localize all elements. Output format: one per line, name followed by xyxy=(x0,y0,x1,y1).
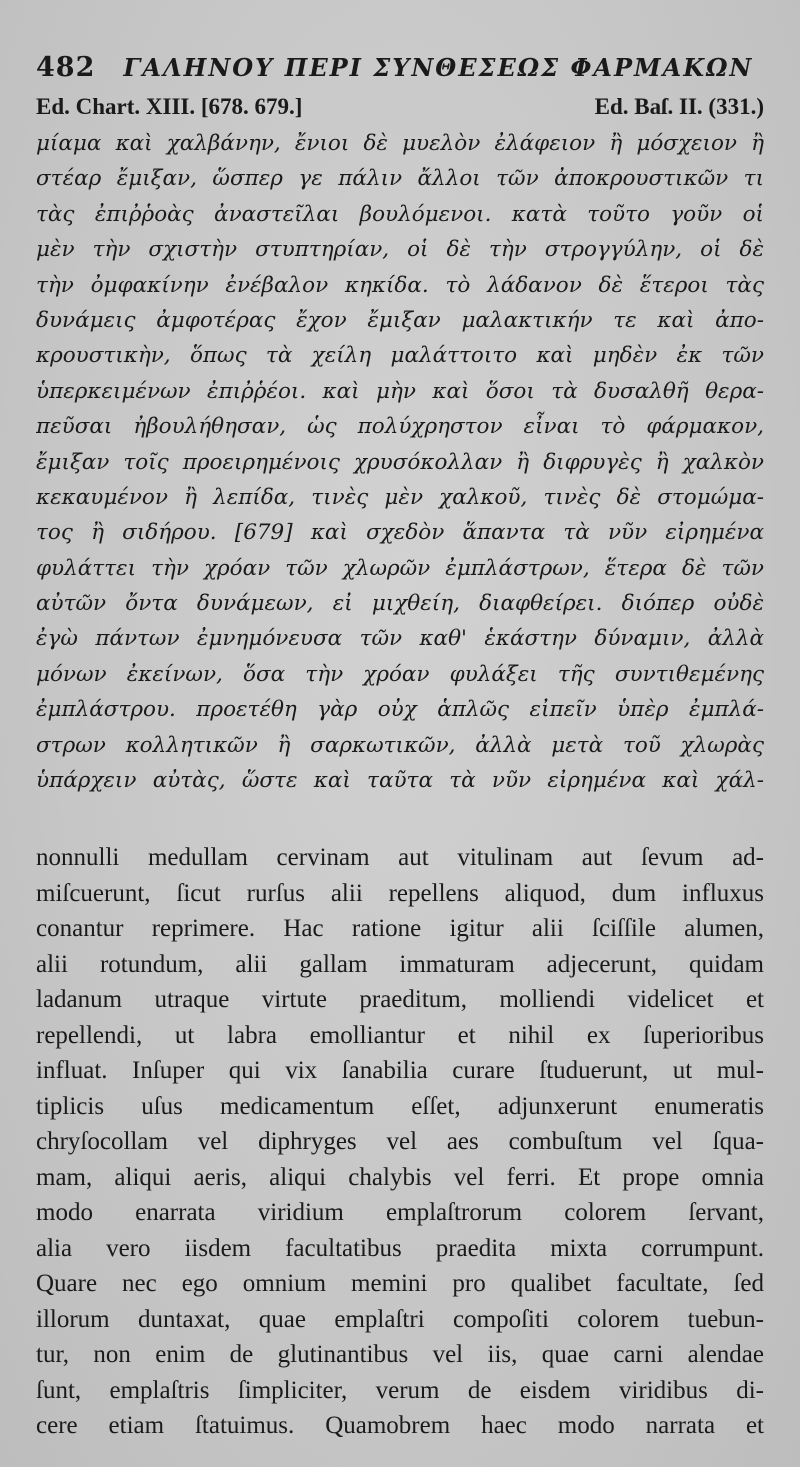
latin-text-line: repellendi, ut labra emolliantur et nihil ex ſuperioribus xyxy=(36,1021,764,1049)
greek-text-line: φυλάττει τὴν χρόαν τῶν χλωρῶν ἐμπλάστρων, ἕτερα δὲ τῶν xyxy=(36,555,764,581)
greek-text-line: τὴν ὀμφακίνην ἐνέβαλον κηκίδα. τὸ λάδανον δὲ ἕτεροι τὰς xyxy=(36,272,764,298)
greek-text-line: στέαρ ἔμιξαν, ὥσπερ γε πάλιν ἄλλοι τῶν ἀποκρουστικῶν τι xyxy=(36,166,764,192)
latin-text-line: ſunt, emplaſtris ſimpliciter, verum de eisdem viridibus di- xyxy=(36,1376,764,1404)
latin-text-line: illorum duntaxat, quae emplaſtri compoſiti colorem tuebun- xyxy=(36,1305,764,1333)
greek-text-line: ὑπάρχειν αὐτὰς, ὥστε καὶ ταῦτα τὰ νῦν εἰρημένα καὶ χάλ- xyxy=(36,768,764,794)
latin-text-line: Quare nec ego omnium memini pro qualibet facultate, ſed xyxy=(36,1270,764,1298)
greek-text-line: κρουστικὴν, ὅπως τὰ χείλη μαλάττοιτο καὶ μηδὲν ἐκ τῶν xyxy=(36,343,764,369)
greek-text-line: ἐμπλάστρου. προετέθη γὰρ οὐχ ἁπλῶς εἰπεῖν ὑπὲρ ἐμπλά- xyxy=(36,697,764,723)
greek-text-line: ἐγὼ πάντων ἐμνημόνευσα τῶν καθ' ἑκάστην δύναμιν, ἀλλὰ xyxy=(36,626,764,652)
greek-text-line: μὲν τὴν σχιστὴν στυπτηρίαν, οἱ δὲ τὴν στρογγύλην, οἱ δὲ xyxy=(36,237,764,263)
latin-text-line: nonnulli medullam cervinam aut vitulinam aut ſevum ad- xyxy=(36,844,764,872)
latin-text-line: modo enarrata viridium emplaſtrorum colorem ſervant, xyxy=(36,1199,764,1227)
page-number: 482 xyxy=(36,52,96,83)
greek-text-block xyxy=(36,126,764,798)
greek-text-line: ὑπερκειμένων ἐπιῤῥέοι. καὶ μὴν καὶ ὅσοι τὰ δυσαλθῆ θερα- xyxy=(36,378,764,404)
latin-text-block xyxy=(36,840,764,1444)
latin-text-line: cere etiam ſtatuimus. Quamobrem haec modo narrata et xyxy=(36,1412,764,1440)
greek-text-line: μόνων ἐκείνων, ὅσα τὴν χρόαν φυλάξει τῆς συντιθεμένης xyxy=(36,661,764,687)
greek-text-line: τὰς ἐπιῤῥοὰς ἀναστεῖλαι βουλόμενοι. κατὰ τοῦτο γοῦν οἱ xyxy=(36,201,764,227)
edition-left: Ed. Chart. XIII. [678. 679.] xyxy=(36,94,303,119)
latin-text-line: influat. Inſuper qui vix ſanabilia curare ſtuduerunt, ut mul- xyxy=(36,1057,764,1085)
latin-text-line: ladanum utraque virtute praeditum, molliendi videlicet et xyxy=(36,986,764,1014)
latin-text-line: conantur reprimere. Hac ratione igitur alii ſciſſile alumen, xyxy=(36,915,764,943)
greek-text-line: στρων κολλητικῶν ἢ σαρκωτικῶν, ἀλλὰ μετὰ τοῦ χλωρὰς xyxy=(36,732,764,758)
latin-text-line: mam, aliqui aeris, aliqui chalybis vel ferri. Et prope omnia xyxy=(36,1163,764,1191)
latin-text-line: miſcuerunt, ſicut rurſus alii repellens aliquod, dum influxus xyxy=(36,879,764,907)
greek-text-line: τος ἢ σιδήρου. [679] καὶ σχεδὸν ἅπαντα τὰ νῦν εἰρημένα xyxy=(36,520,764,546)
latin-text-line: tiplicis uſus medicamentum eſſet, adjunxerunt enumeratis xyxy=(36,1092,764,1120)
latin-text-line: tur, non enim de glutinantibus vel iis, quae carni alendae xyxy=(36,1341,764,1369)
page-header xyxy=(36,52,764,92)
latin-text-line: alii rotundum, alii gallam immaturam adjecerunt, quidam xyxy=(36,950,764,978)
latin-text-line: alia vero iisdem facultatibus praedita mixta corrumpunt. xyxy=(36,1234,764,1262)
greek-text-line: δυνάμεις ἀμφοτέρας ἔχον ἔμιξαν μαλακτικήν τε καὶ ἀπο- xyxy=(36,307,764,333)
greek-text-line: κεκαυμένον ἢ λεπίδα, τινὲς μὲν χαλκοῦ, τινὲς δὲ στομώμα- xyxy=(36,484,764,510)
edition-references xyxy=(36,94,764,124)
greek-text-line: ἔμιξαν τοῖς προειρημένοις χρυσόκολλαν ἢ διφρυγὲς ἢ χαλκὸν xyxy=(36,449,764,475)
edition-right: Ed. Baſ. II. (331.) xyxy=(594,94,764,119)
greek-text-line: μίαμα καὶ χαλβάνην, ἔνιοι δὲ μυελὸν ἐλάφειον ἢ μόσχειον ἢ xyxy=(36,131,764,156)
greek-text-line: πεῦσαι ἠβουλήθησαν, ὡς πολύχρηστον εἶναι τὸ φάρμακον, xyxy=(36,414,764,440)
greek-text-line: αὐτῶν ὄντα δυνάμεων, εἰ μιχθείη, διαφθείρει. διόπερ οὐδὲ xyxy=(36,591,764,617)
latin-text-line: chryſocollam vel diphryges vel aes combuſtum vel ſqua- xyxy=(36,1128,764,1156)
running-title: ΓΑΛΗΝΟΥ ΠΕΡΙ ΣΥΝΘΕΣΕΩΣ ΦΑΡΜΑΚΩΝ xyxy=(123,53,754,82)
